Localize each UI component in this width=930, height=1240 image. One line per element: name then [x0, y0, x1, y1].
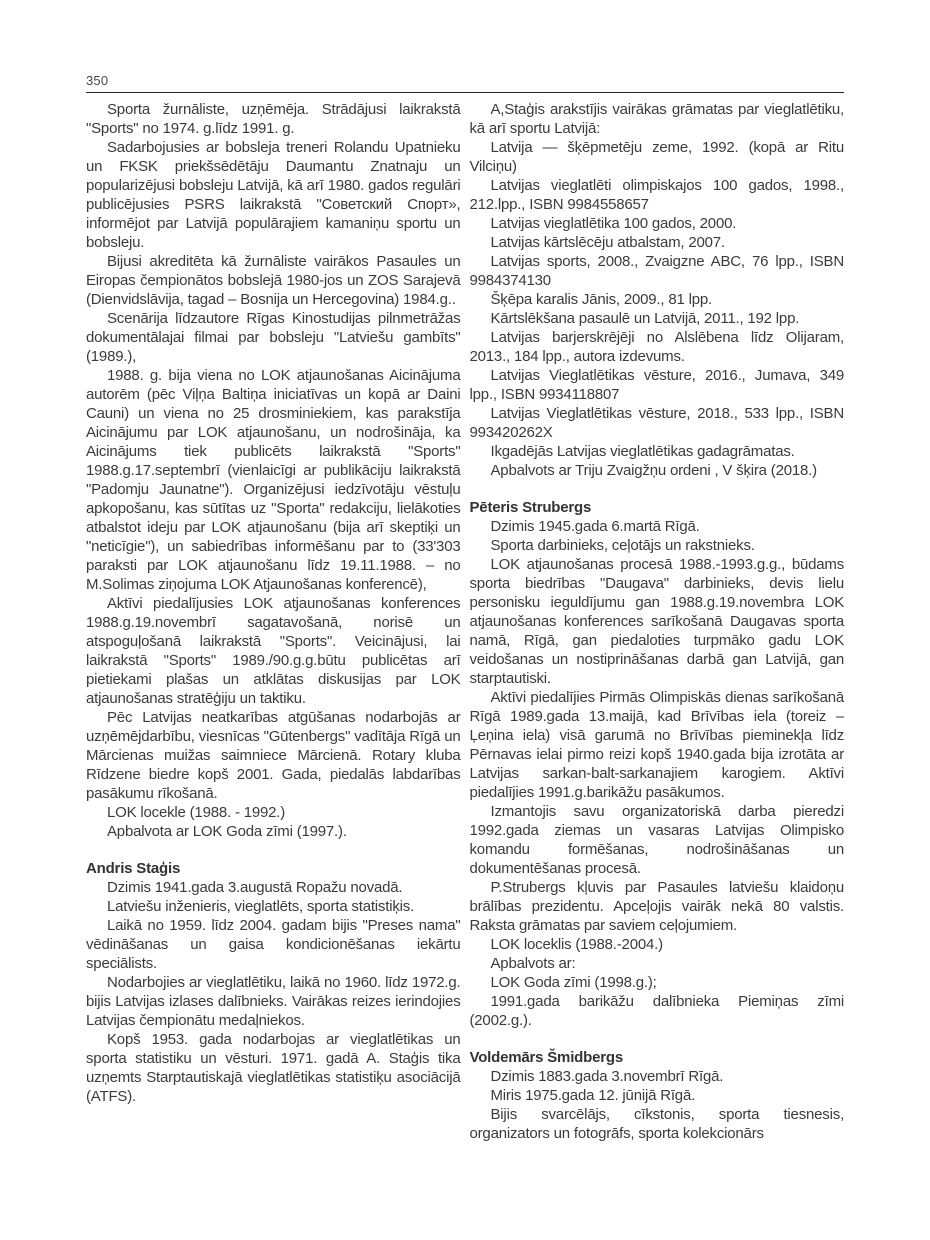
- paragraph: Dzimis 1883.gada 3.novembrī Rīgā.: [490, 1068, 724, 1085]
- paragraph: Apbalvota ar LOK Goda zīmi (1997.).: [107, 823, 347, 840]
- paragraph: Pēc Latvijas neatkarības atgūšanas nodarbojās ar uzņēmējdarbību, viesnīcas "Gūtenbergs" vadītāja Rīgā un Mārcienas muižas saimniece Mārcienā. Rotary kluba Rīdzene biedre kopš 2001. Gada, piedalās labdarības pasākumu rīkošanā.: [86, 709, 461, 802]
- paragraph: Latvijas barjerskrējēji no Alslēbena līdz Olijaram, 2013., 184 lpp., autora izdevums.: [469, 329, 844, 365]
- paragraph: Dzimis 1945.gada 6.martā Rīgā.: [490, 518, 700, 535]
- paragraph: LOK locekle (1988. - 1992.): [107, 804, 286, 821]
- paragraph: LOK Goda zīmi (1998.g.);: [490, 974, 657, 991]
- paragraph: 1988. g. bija viena no LOK atjaunošanas Aicinājuma autorēm (pēc Viļņa Baltiņa iniciatīvas un kopā ar Daini Cauni) un viena no 25 drosminiekiem, kas parakstīja Aicinājumu par LOK atjaunošanu, un nodrošināja, ka Aicinājums tiek publicēts laikrakstā "Sports" 1988.g.17.septembrī (vienlaicīgi ar publikāciju laikrakstā "Padomju Jaunatne"). Organizējusi iedzīvotāju vēstuļu apkopošanu, kas sūtītas uz "Sporta" redakciju, lielākoties atbalstot ideju par LOK atjaunošanu (bija arī skeptiķi un "neticīgie"), un sabiedrības informēšanu par to (33'303 paraksti par LOK atjaunošanu līdz 19.11.1988. – no M.Solimas ziņojuma LOK Atjaunošanas konferencē),: [86, 367, 461, 593]
- paragraph: Scenārija līdzautore Rīgas Kinostudijas pilnmetrāžas dokumentālajai filmai par bobsleju "Latviešu gambīts" (1989.),: [86, 310, 461, 365]
- paragraph: Latvijas vieglatlētika 100 gados, 2000.: [490, 215, 737, 232]
- paragraph: Kopš 1953. gada nodarbojas ar vieglatlētikas un sporta statistiku un vēsturi. 1971. gadā A. Staģis tika uzņemts Starptautiskajā vieglatlētikas statistiķu asociācijā (ATFS).: [86, 1031, 461, 1105]
- paragraph: Bijis svarcēlājs, cīkstonis, sporta tiesnesis, organizators un fotogrāfs, sporta kolekcionārs: [469, 1106, 844, 1142]
- paragraph: Latvijas Vieglatlētikas vēsture, 2016., Jumava, 349 lpp., ISBN 9934118807: [469, 367, 844, 403]
- paragraph: Sporta žurnāliste, uzņēmēja. Strādājusi laikrakstā "Sports" no 1974. g.līdz 1991. g.: [86, 101, 461, 137]
- paragraph: Latvijas sports, 2008., Zvaigzne ABC, 76 lpp., ISBN 9984374130: [469, 253, 844, 289]
- paragraph: Latviešu inženieris, vieglatlēts, sporta statistiķis.: [107, 898, 415, 915]
- paragraph: Laikā no 1959. līdz 2004. gadam bijis "Preses nama" vēdināšanas un gaisa kondicionēšanas iekārtu speciālists.: [86, 917, 461, 972]
- text-column-right: [470, 100, 845, 1143]
- text-column-left: [86, 100, 461, 1143]
- paragraph: P.Strubergs kļuvis par Pasaules latviešu klaidoņu brālības prezidentu. Apceļojis vairāk nekā 80 valstis. Raksta grāmatas par saviem ceļojumiem.: [469, 879, 844, 934]
- paragraph: Nodarbojies ar vieglatlētiku, laikā no 1960. līdz 1972.g. bijis Latvijas izlases dalībnieks. Vairākas reizes ierindojies Latvijas čempionātu medaļniekos.: [86, 974, 461, 1029]
- paragraph: Aktīvi piedalījies Pirmās Olimpiskās dienas sarīkošanā Rīgā 1989.gada 13.maijā, kad Brīvības iela (toreiz – Ļeņina iela) visā garumā no Brīvības pieminekļa līdz Pērnavas ielai pirmo reizi kopš 1940.gada bija izrotāta ar Latvijas sarkan-balt-sarkanajiem karogiem. Aktīvi piedalījies 1991.g.barikāžu pasākumos.: [469, 689, 844, 801]
- page-number: 350: [86, 73, 109, 88]
- paragraph: Apbalvots ar:: [490, 955, 576, 972]
- paragraph: Aktīvi piedalījusies LOK atjaunošanas konferences 1988.g.19.novembrī sagatavošanā, norisē un atspoguļošanā laikrakstā "Sports". Veicinājusi, lai laikrakstā "Sports" 1989./90.g.g.būtu publicētas arī pietiekami plašas un atklātas diskusijas par LOK atjaunošanas stratēģiju un taktiku.: [86, 595, 461, 707]
- paragraph: Dzimis 1941.gada 3.augustā Ropažu novadā.: [107, 879, 403, 896]
- paragraph: Latvijas Vieglatlētikas vēsture, 2018., 533 lpp., ISBN 993420262X: [469, 405, 844, 441]
- two-column-text: [86, 100, 844, 1143]
- paragraph: Sadarbojusies ar bobsleja treneri Rolandu Upatnieku un FKSK priekšsēdētāju Daumantu Znatnaju un popularizējusi bobsleju Latvijā, kā arī 1980. gados regulāri publicējusies PSRS laikrakstā "Советский Спорт», informējot par Latvijā populārajiem kamaniņu sportu un bobsleju.: [86, 139, 461, 251]
- paragraph: Izmantojis savu organizatoriskā darba pieredzi 1992.gada ziemas un vasaras Latvijas Olimpisko komandu formēšanas, nodrošināšanas un dokumentēšanas procesā.: [469, 803, 844, 877]
- paragraph: Latvijas vieglatlēti olimpiskajos 100 gados, 1998., 212.lpp., ISBN 9984558657: [469, 177, 844, 213]
- paragraph: Miris 1975.gada 12. jūnijā Rīgā.: [490, 1087, 696, 1104]
- section-heading: Pēteris Strubergs: [469, 499, 592, 516]
- page-header: [86, 0, 844, 93]
- paragraph: Šķēpa karalis Jānis, 2009., 81 lpp.: [490, 291, 712, 308]
- section-heading: Andris Staģis: [86, 860, 181, 877]
- paragraph: Ikgadējās Latvijas vieglatlētikas gadagrāmatas.: [490, 443, 795, 460]
- paragraph: Apbalvots ar Triju Zvaigžņu ordeni , V šķira (2018.): [490, 462, 817, 479]
- header-rule: [86, 92, 844, 93]
- paragraph: Kārtslēkšana pasaulē un Latvijā, 2011., 192 lpp.: [490, 310, 800, 327]
- paragraph: 1991.gada barikāžu dalībnieka Piemiņas zīmi (2002.g.).: [469, 993, 844, 1029]
- paragraph: LOK loceklis (1988.-2004.): [490, 936, 663, 953]
- paragraph: Sporta darbinieks, ceļotājs un rakstnieks.: [490, 537, 755, 554]
- paragraph: Latvijas kārtslēcēju atbalstam, 2007.: [490, 234, 725, 251]
- paragraph: A,Staģis arakstījis vairākas grāmatas par vieglatlētiku, kā arī sportu Latvijā:: [469, 101, 844, 137]
- paragraph: Bijusi akreditēta kā žurnāliste vairākos Pasaules un Eiropas čempionātos bobslejā 1980-jos un ZOS Sarajevā (Dienvidslāvija, tagad – Bosnija un Hercegovina) 1984.g..: [86, 253, 461, 308]
- section-heading: Voldemārs Šmidbergs: [469, 1049, 623, 1066]
- paragraph: LOK atjaunošanas procesā 1988.-1993.g.g., būdams sporta biedrības "Daugava" darbinieks, devis lielu personisku ieguldījumu gan 1988.g.19.novembra LOK atjaunošanas konferences sarīkošanā Daugavas sporta namā, Rīgā, gan piedaloties turpmāko gadu LOK veidošanas un nostiprināšanas darbā gan Latvijā, gan starptautiski.: [469, 556, 844, 687]
- paragraph: Latvija — šķēpmetēju zeme, 1992. (kopā ar Ritu Vilciņu): [469, 139, 844, 175]
